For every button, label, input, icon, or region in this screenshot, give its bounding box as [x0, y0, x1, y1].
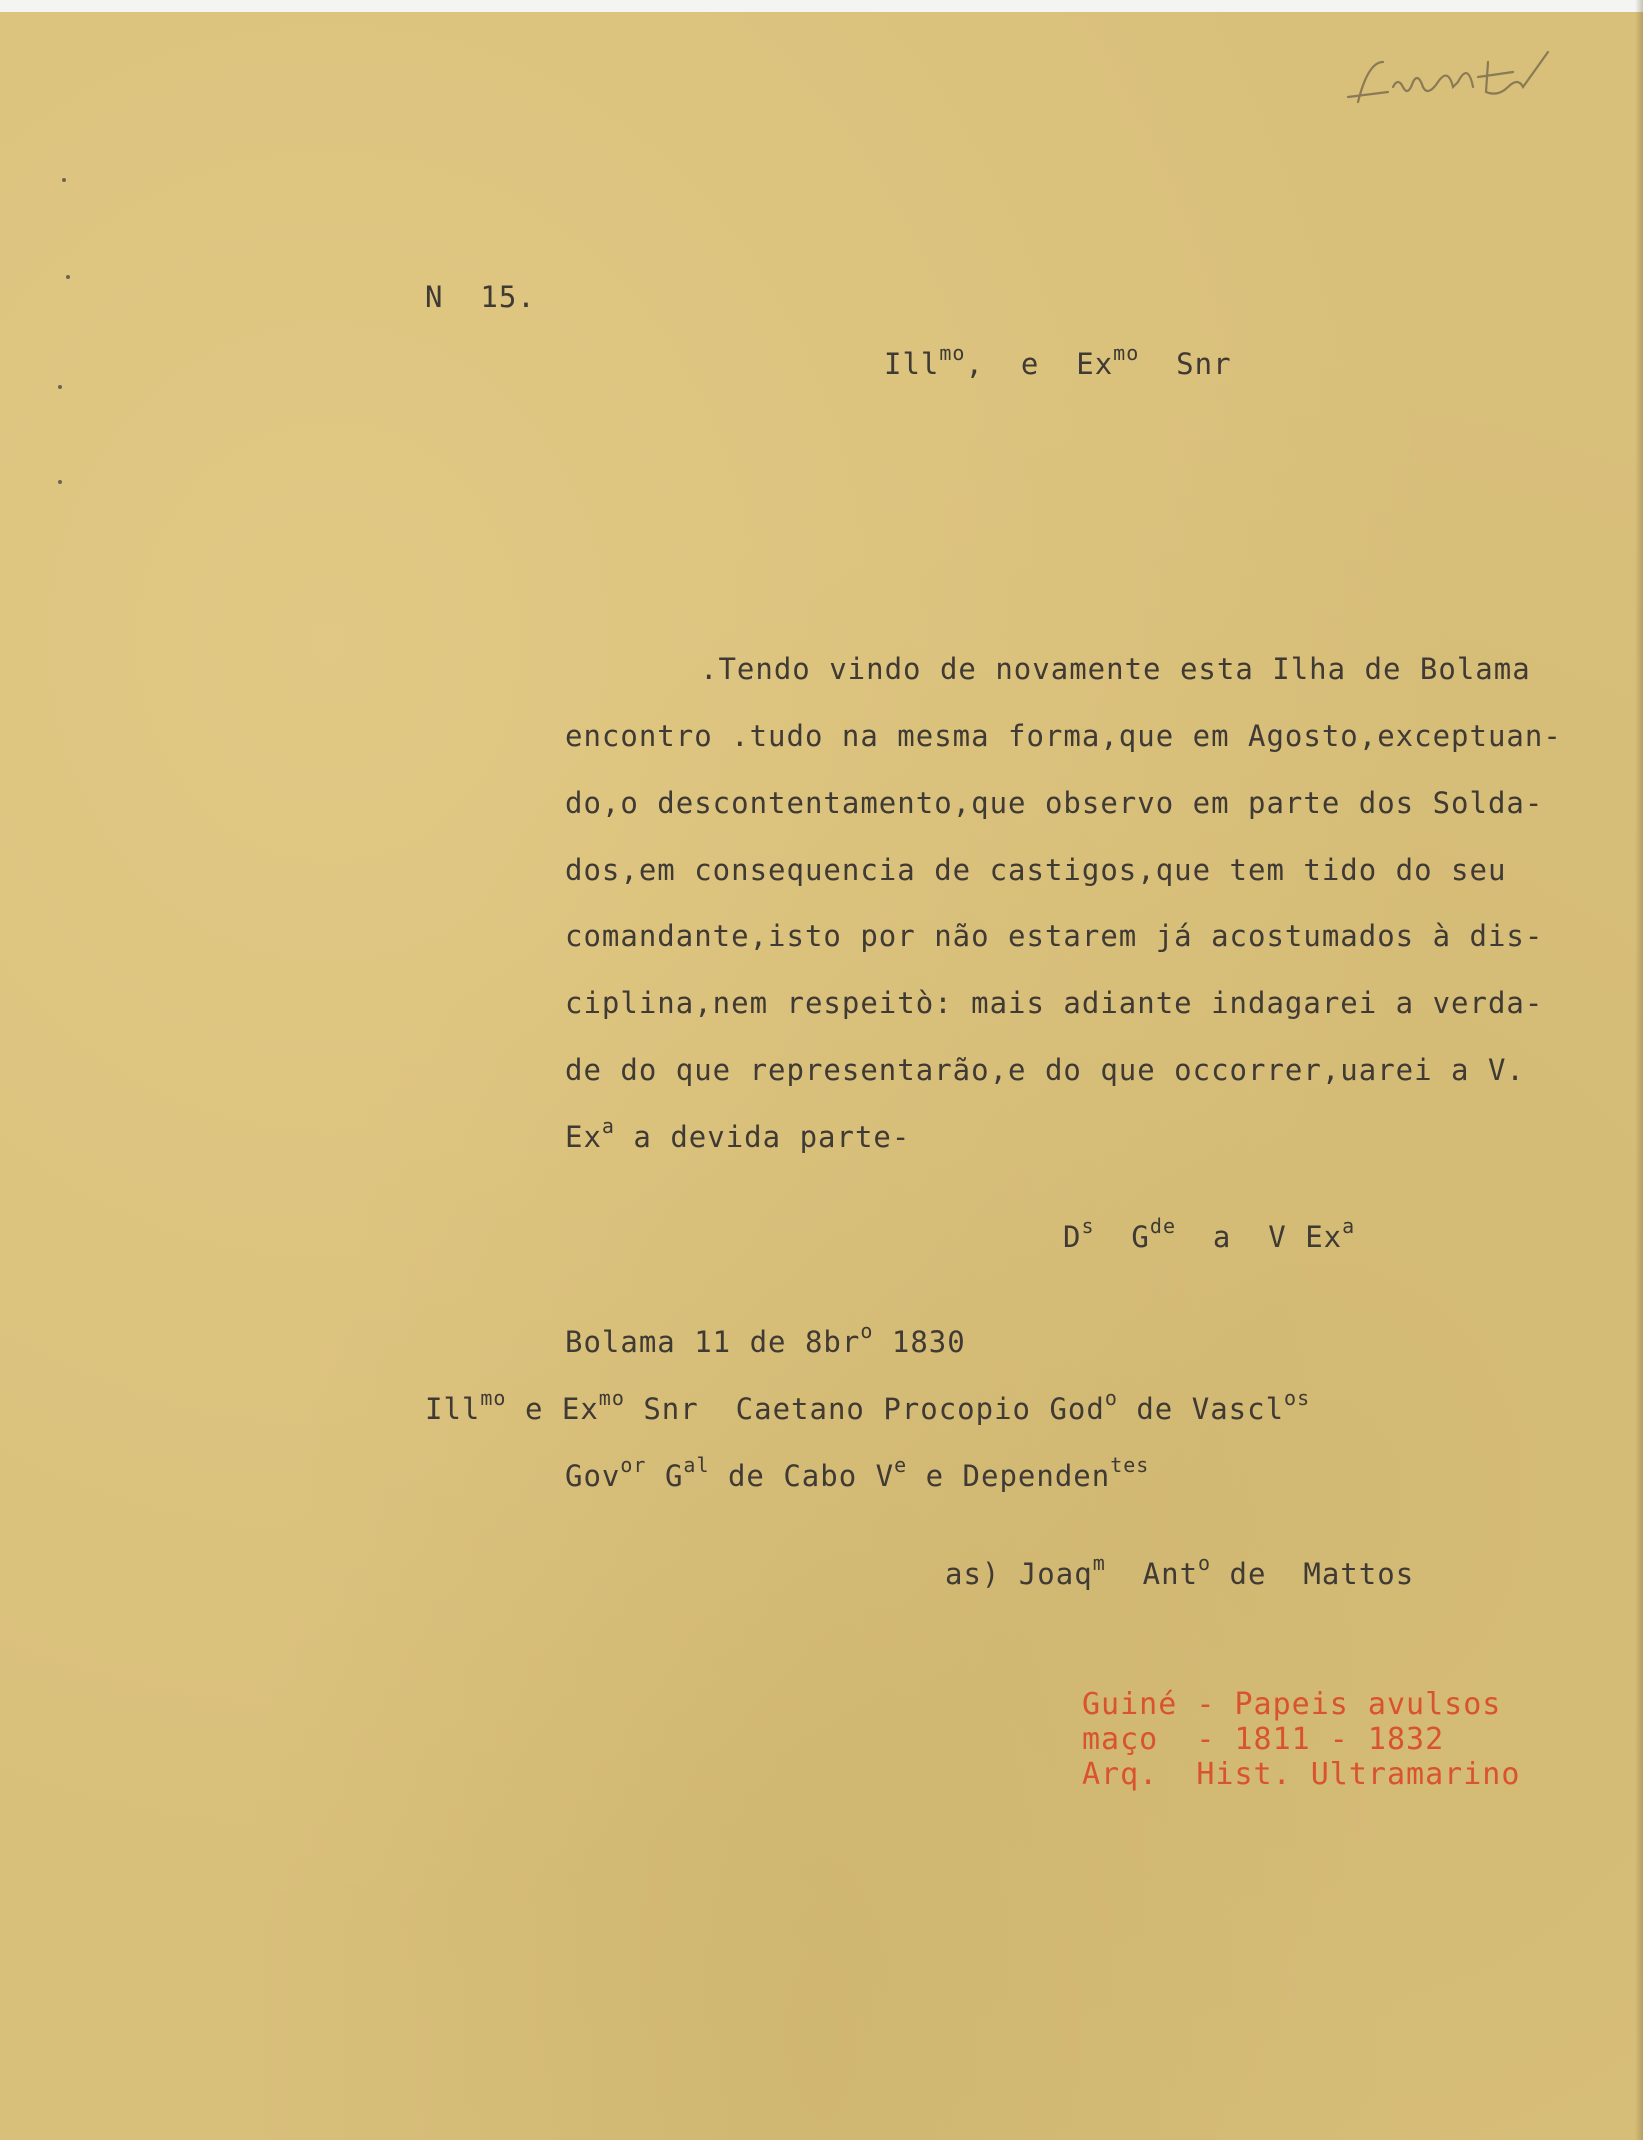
body-line-3: do,o descontentamento,que observo em parte dos Solda- — [565, 786, 1544, 820]
body-line-1: .Tendo vindo de novamente esta Ilha de Bolama — [700, 652, 1531, 686]
body-line-8: Ex$^a$ a devida parte- — [565, 1114, 911, 1154]
signature-line: as) Joaq$^m$ Ant$^o$ de Mattos — [945, 1551, 1415, 1591]
body-line-7: de do que representarão,e do que occorrer,uarei a V. — [565, 1053, 1525, 1087]
body-line-2: encontro .tudo na mesma forma,que em Agosto,exceptuan- — [565, 719, 1562, 753]
body-line-4: dos,em consequencia de castigos,que tem tido do seu — [565, 853, 1507, 887]
archive-stamp-line-2: maço - 1811 - 1832 — [1082, 1722, 1445, 1757]
handwritten-annotation — [1338, 42, 1558, 142]
paper-speck — [66, 275, 70, 279]
paper-speck — [58, 480, 62, 484]
body-line-5: comandante,isto por não estarem já acostumados à dis- — [565, 919, 1544, 953]
archive-stamp-line-1: Guiné - Papeis avulsos — [1082, 1687, 1502, 1722]
scan-top-edge — [0, 0, 1643, 12]
date-line: Bolama 11 de $8br^o$ 1830 — [565, 1319, 966, 1359]
document-number: N 15. — [425, 280, 536, 314]
paper-right-edge — [1635, 0, 1643, 2140]
body-line-6: ciplina,nem respeitò: mais adiante indagarei a verda- — [565, 986, 1544, 1020]
archive-stamp-line-3: Arq. Hist. Ultramarino — [1082, 1757, 1521, 1792]
salutation: Ill$^{mo}$, e $Ex^{mo}$ Snr — [884, 341, 1232, 381]
addressee-line-2: Gov$^{or}$ $G^{al}$ de Cabo Ve e Dependen$^{tes}$ — [565, 1453, 1150, 1493]
paper-speck — [58, 385, 62, 389]
paper-speck — [62, 178, 66, 182]
addressee-line-1: Ill$^{mo}$ e $Ex^{mo}$ Snr Caetano Procopio God$^o$ de Vascl$^{os}$ — [425, 1386, 1311, 1426]
closing-formula: $D^s$ $G^{de}$ a V Ex$^a$ — [1063, 1214, 1356, 1254]
